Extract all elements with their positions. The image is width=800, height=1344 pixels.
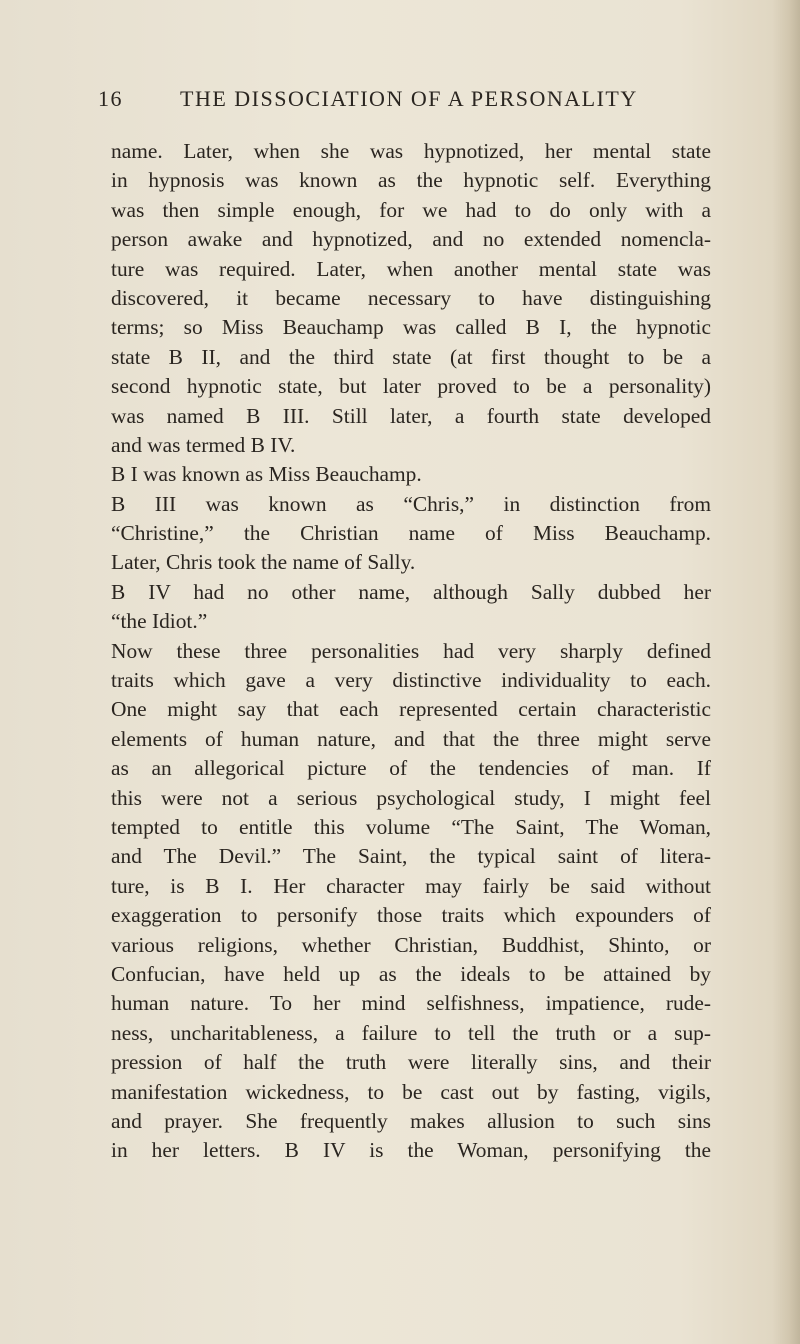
text-line: second hypnotic state, but later proved to be a personality) <box>111 374 711 399</box>
text-line: person awake and hypnotized, and no extended nomencla- <box>111 227 711 252</box>
running-head: THE DISSOCIATION OF A PERSONALITY <box>180 86 638 111</box>
text-line: was then simple enough, for we had to do only with a <box>111 197 711 222</box>
text-line: human nature. To her mind selfishness, impatience, rude- <box>111 991 711 1016</box>
text-line: name. Later, when she was hypnotized, her mental state <box>111 139 711 163</box>
text-line: tempted to entitle this volume “The Saint, The Woman, <box>111 814 711 839</box>
text-line: B I was known as Miss Beauchamp. <box>111 462 422 487</box>
text-line: manifestation wickedness, to be cast out by fasting, vigils, <box>111 1079 711 1104</box>
text-line: One might say that each represented certain characteristic <box>111 697 711 722</box>
text-line: exaggeration to personify those traits which expounders of <box>111 903 711 928</box>
text-line: state B II, and the third state (at first thought to be a <box>111 344 711 369</box>
page-number: 16 <box>98 86 123 111</box>
text-line: discovered, it became necessary to have distinguishing <box>111 285 711 310</box>
text-line: and was termed B IV. <box>111 432 296 457</box>
text-line: ness, uncharitableness, a failure to tell the truth or a sup- <box>111 1020 711 1045</box>
body-text <box>111 137 711 1166</box>
text-line: pression of half the truth were literally sins, and their <box>111 1050 711 1075</box>
text-line: traits which gave a very distinctive individuality to each. <box>111 668 711 693</box>
text-line: Confucian, have held up as the ideals to be attained by <box>111 961 711 986</box>
text-line: Later, Chris took the name of Sally. <box>111 550 416 575</box>
text-line: “the Idiot.” <box>111 609 208 634</box>
text-line: B IV had no other name, although Sally dubbed her <box>111 579 711 604</box>
page-edge-shadow <box>772 0 800 1344</box>
text-line: “Christine,” the Christian name of Miss Beauchamp. <box>111 521 711 546</box>
text-line: various religions, whether Christian, Buddhist, Shinto, or <box>111 932 711 957</box>
text-line: as an allegorical picture of the tendencies of man. If <box>111 756 711 781</box>
text-line: was named B III. Still later, a fourth state developed <box>111 403 711 428</box>
text-line: B III was known as “Chris,” in distinction from <box>111 491 711 516</box>
text-line: in her letters. B IV is the Woman, personifying the <box>111 1138 711 1163</box>
text-line: ture was required. Later, when another mental state was <box>111 256 711 281</box>
text-line: and prayer. She frequently makes allusion to such sins <box>111 1108 711 1133</box>
text-line: and The Devil.” The Saint, the typical saint of litera- <box>111 844 711 869</box>
text-line: ture, is B I. Her character may fairly be said without <box>111 873 711 898</box>
text-line: elements of human nature, and that the three might serve <box>111 726 711 751</box>
text-line: terms; so Miss Beauchamp was called B I, the hypnotic <box>111 315 711 340</box>
text-line: this were not a serious psychological study, I might feel <box>111 785 711 810</box>
page-header <box>98 86 716 116</box>
text-line: in hypnosis was known as the hypnotic self. Everything <box>111 168 711 193</box>
text-line: Now these three personalities had very sharply defined <box>111 638 711 663</box>
